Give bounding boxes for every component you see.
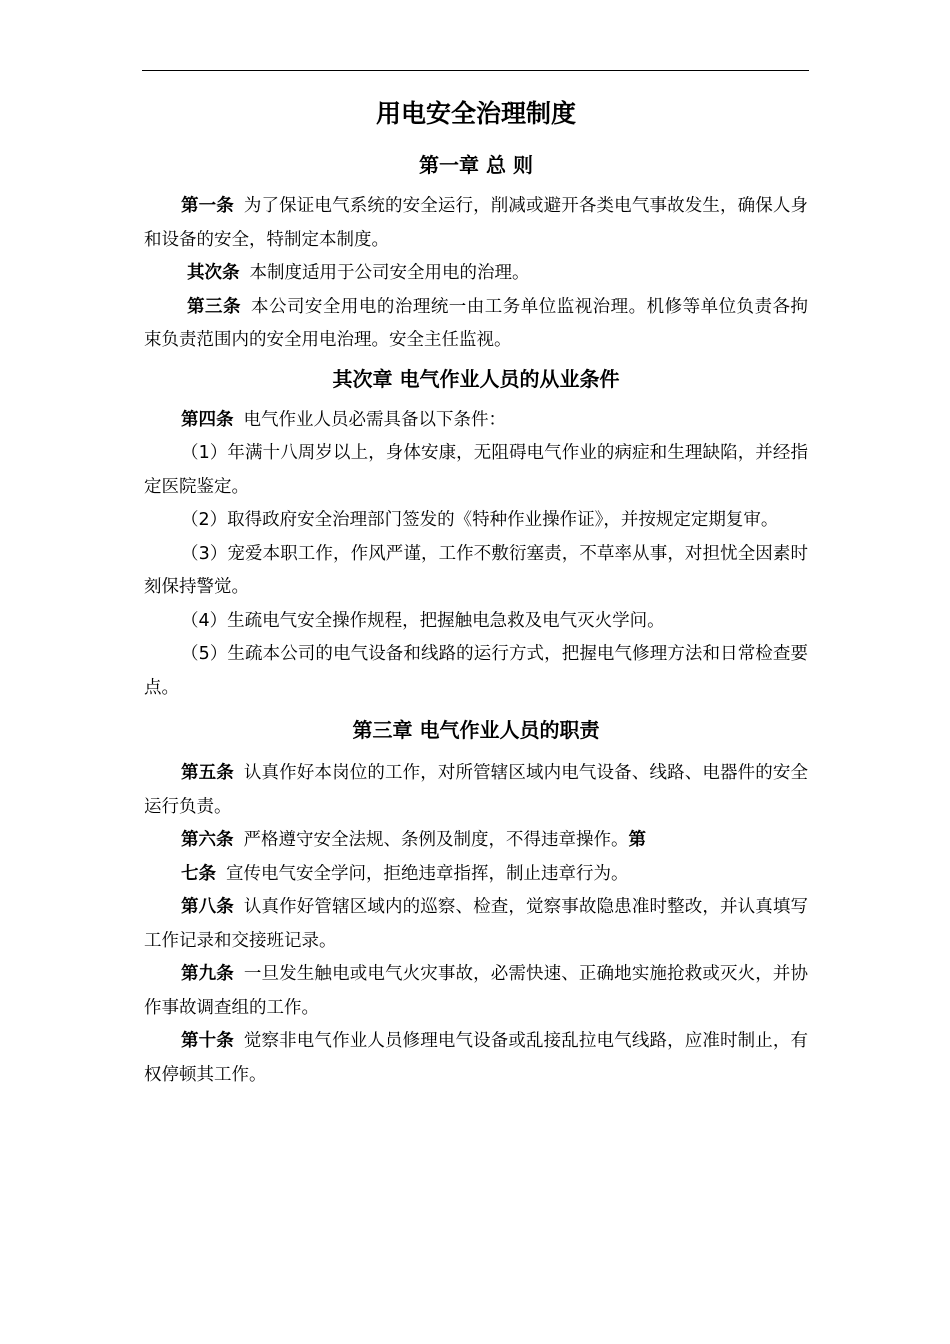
condition-2: （2）取得政府安全治理部门签发的《特种作业操作证》，并按规定定期复审。 — [181, 510, 779, 530]
condition-4: （4）生疏电气安全操作规程，把握触电急救及电气灭火学问。 — [181, 610, 665, 631]
article-2-label: 其次条 — [187, 263, 240, 283]
article-7-label-prefix: 第 — [628, 830, 646, 850]
document-page — [144, 92, 808, 1092]
article-10-text: 觉察非电气作业人员修理电气设备或乱接乱拉电气线路，应准时制止，有权停顿其工作。 — [144, 1031, 809, 1085]
condition-3: （3）宠爱本职工作，作风严谨，工作不敷衍塞责，不草率从事，对担忧全因素时刻保持警觉。 — [144, 543, 808, 597]
document-title: 用电安全治理制度 — [375, 99, 576, 128]
article-9-label: 第九条 — [181, 964, 234, 984]
chapter-1-heading: 第一章 总 则 — [419, 153, 533, 177]
article-2 — [144, 257, 808, 291]
article-10 — [144, 1025, 808, 1092]
chapter-3-heading: 第三章 电气作业人员的职责 — [352, 718, 600, 742]
article-7 — [144, 858, 808, 892]
article-6 — [144, 824, 808, 858]
header-rule — [142, 70, 809, 71]
article-4-label: 第四条 — [181, 409, 234, 430]
article-1-text: 为了保证电气系统的安全运行，削减或避开各类电气事故发生，确保人身和设备的安全，特制定本制度。 — [144, 196, 809, 250]
article-6-label: 第六条 — [181, 830, 234, 850]
condition-1: （1）年满十八周岁以上，身体安康，无阻碍电气作业的病症和生理缺陷，并经指定医院鉴定。 — [144, 443, 808, 497]
article-5-label: 第五条 — [181, 763, 234, 783]
article-2-text: 本制度适用于公司安全用电的治理。 — [249, 263, 530, 283]
condition-5: （5）生疏本公司的电气设备和线路的运行方式，把握电气修理方法和日常检查要点。 — [144, 644, 808, 698]
article-4 — [144, 404, 808, 438]
article-5 — [144, 757, 808, 824]
article-7-label: 七条 — [181, 863, 216, 884]
article-3 — [144, 291, 808, 358]
article-8-text: 认真作好管辖区域内的巡察、检查，觉察事故隐患准时整改，并认真填写工作记录和交接班记录。 — [144, 897, 809, 951]
article-8-label: 第八条 — [181, 897, 234, 917]
article-1-label: 第一条 — [181, 196, 234, 216]
article-9-text: 一旦发生触电或电气火灾事故，必需快速、正确地实施抢救或灭火，并协作事故调查组的工作。 — [144, 964, 809, 1018]
article-6-text: 严格遵守安全法规、条例及制度，不得违章操作。 — [243, 830, 629, 850]
article-7-text: 宣传电气安全学问，拒绝违章指挥，制止违章行为。 — [226, 863, 629, 884]
article-5-text: 认真作好本岗位的工作，对所管辖区域内电气设备、线路、电器件的安全运行负责。 — [144, 763, 809, 817]
chapter-2-heading: 其次章 电气作业人员的从业条件 — [332, 366, 620, 391]
article-3-label: 第三条 — [187, 296, 241, 317]
article-3-text: 本公司安全用电的治理统一由工务单位监视治理。机修等单位负责各拘束负责范围内的安全用电治理。安全主任监视。 — [144, 296, 809, 350]
article-4-text: 电气作业人员必需具备以下条件： — [243, 409, 506, 430]
article-9 — [144, 958, 808, 1025]
article-1 — [144, 190, 808, 257]
article-10-label: 第十条 — [181, 1031, 234, 1051]
article-8 — [144, 891, 808, 958]
